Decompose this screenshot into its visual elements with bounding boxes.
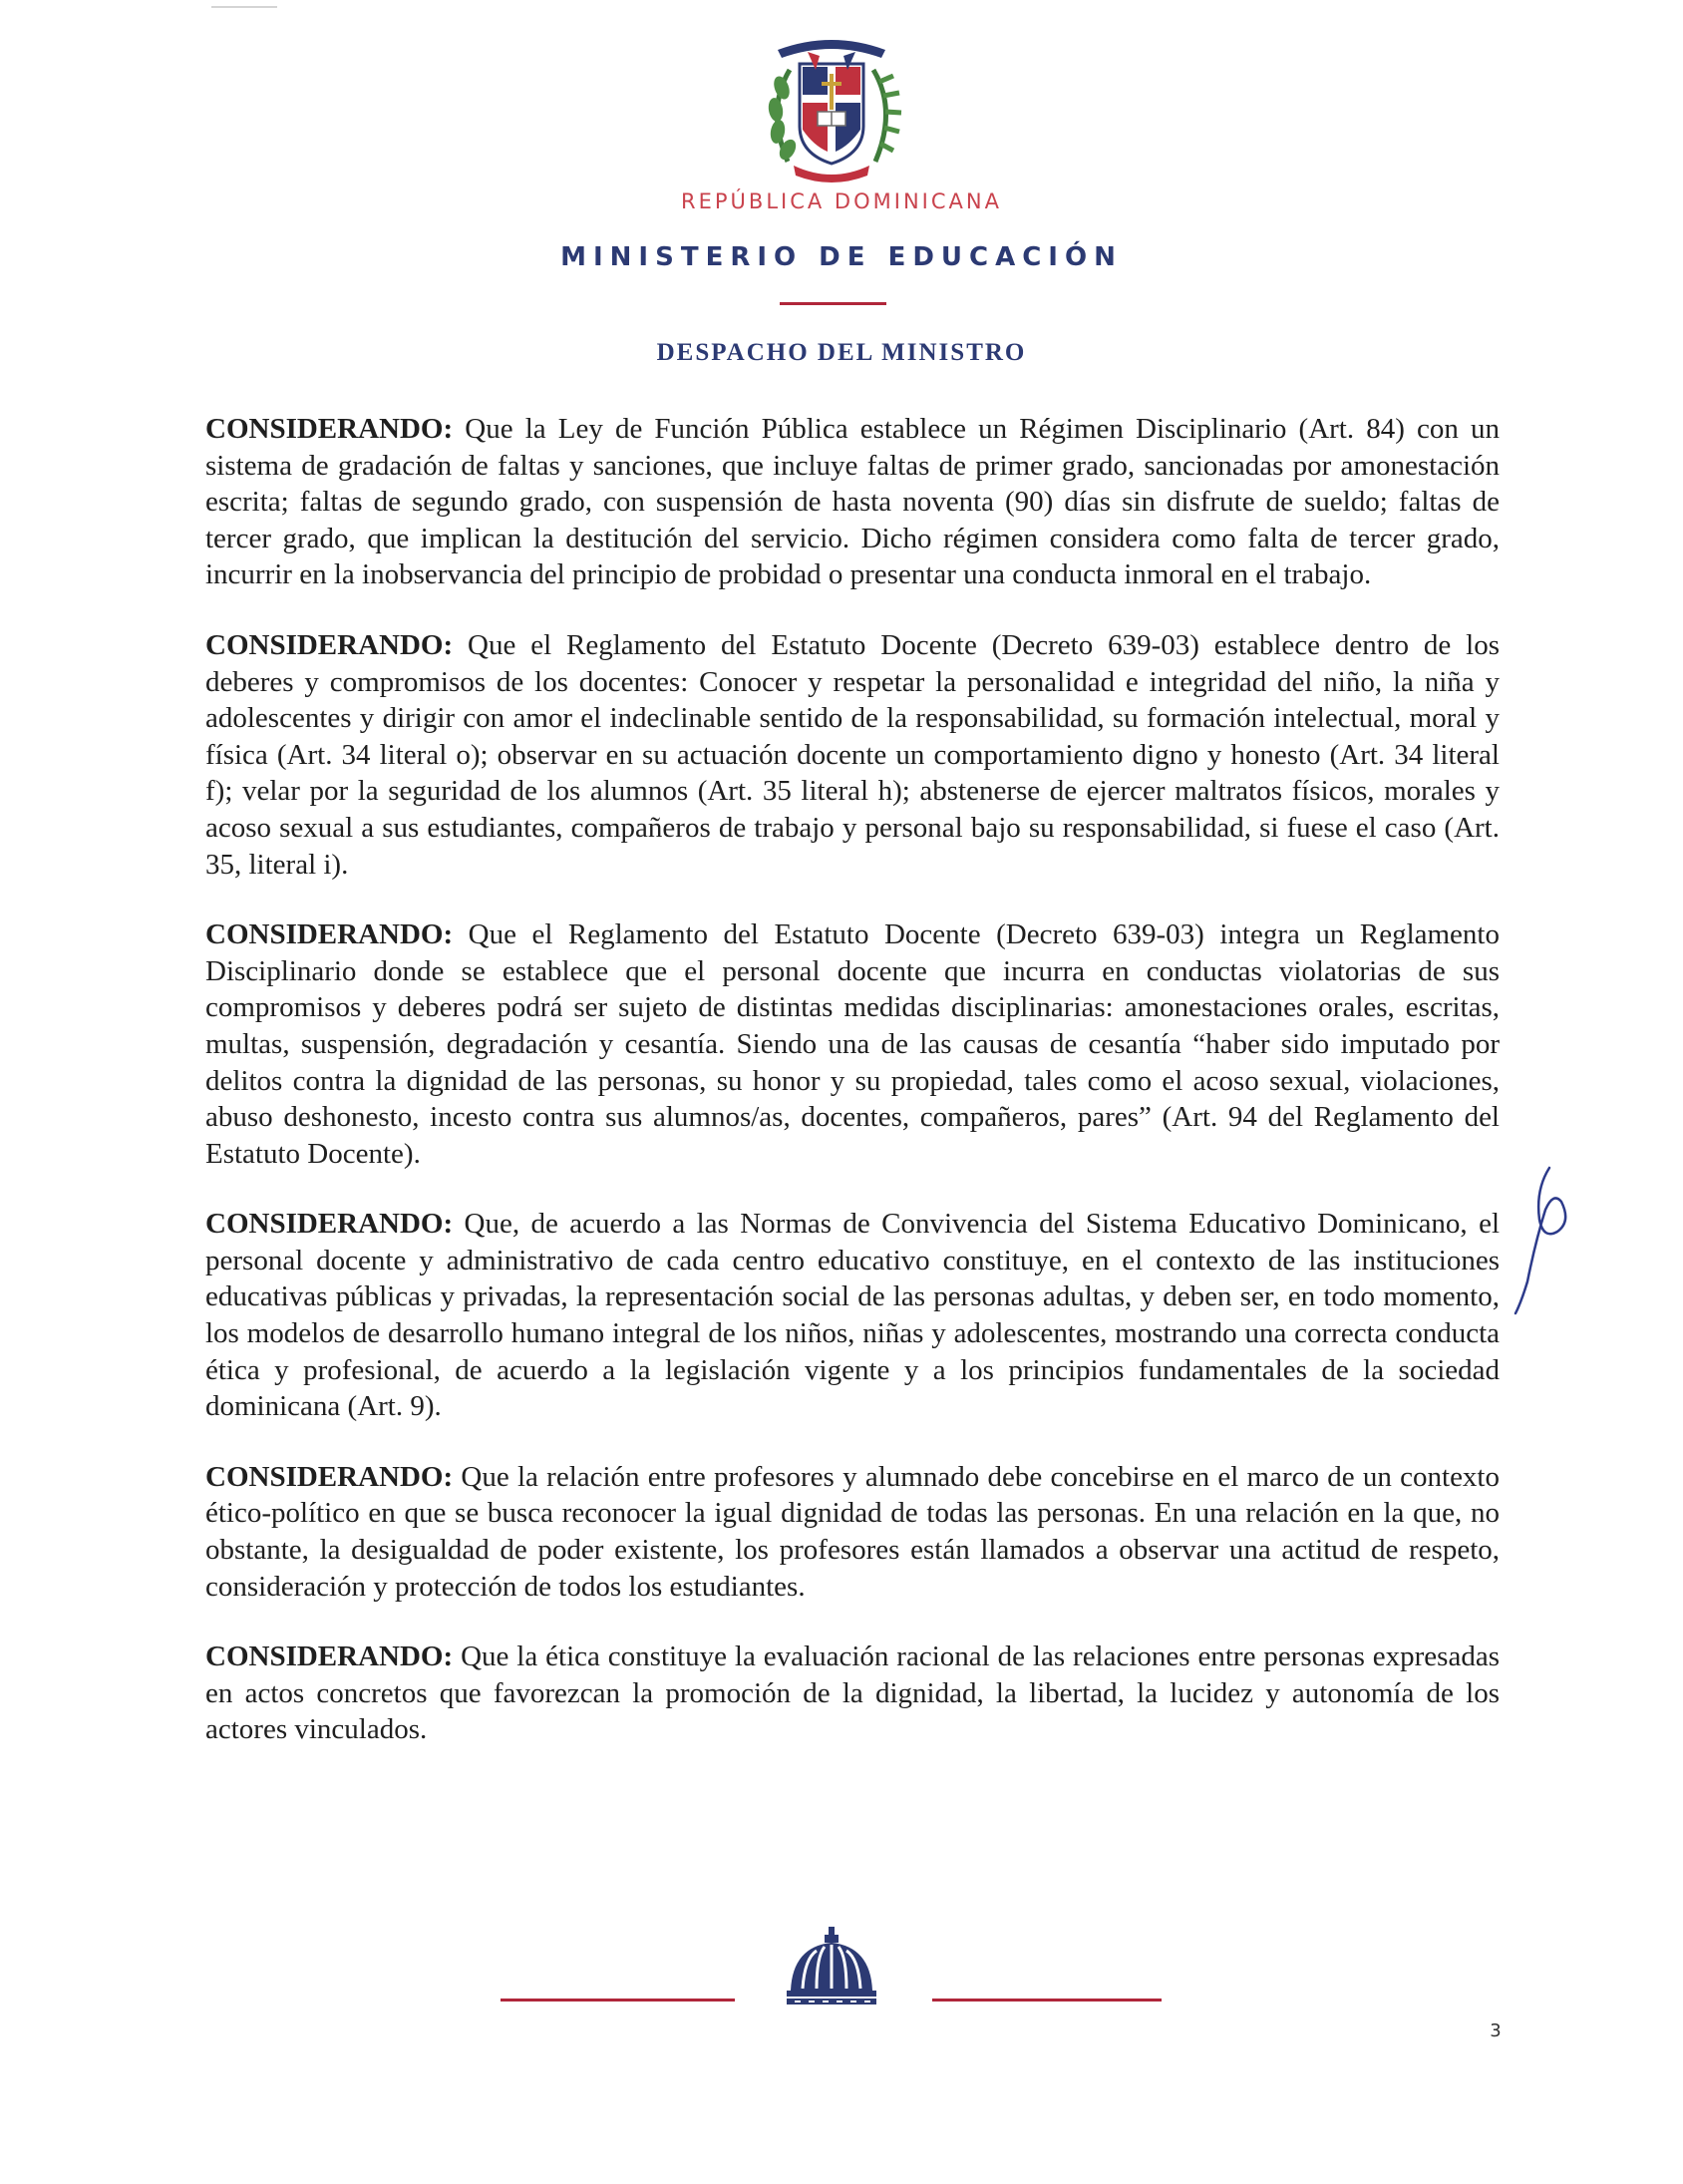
dome-icon xyxy=(787,1927,876,2008)
header-divider xyxy=(780,302,886,305)
ministry-name: MINISTERIO DE EDUCACIÓN xyxy=(560,242,1123,272)
considerando-paragraph xyxy=(205,1206,1500,1425)
paragraph-text: Que la relación entre profesores y alumnado debe concebirse en el marco de un contexto ético-político en que se busca reconocer la igual dignidad de todas las personas. En una relación en la que, no obstante, la desigualdad de poder existente, los profesores están llamados a observar una actitud de respeto, consideración y protección de todos los estudiantes. xyxy=(205,1460,1500,1603)
considerando-paragraph xyxy=(205,1459,1500,1605)
considerando-paragraph xyxy=(205,627,1500,883)
letterhead xyxy=(0,0,1683,379)
document-body xyxy=(205,411,1500,1782)
paragraph-lead: CONSIDERANDO: xyxy=(205,1640,454,1673)
considerando-paragraph xyxy=(205,411,1500,593)
page-number: 3 xyxy=(1490,2020,1502,2041)
paragraph-text: Que la ética constituye la evaluación racional de las relaciones entre personas expresadas en actos concretos que favorezcan la promoción de la dignidad, la libertad, la lucidez y autonomía de los actores vinculados. xyxy=(205,1640,1500,1746)
paragraph-text: Que, de acuerdo a las Normas de Convivencia del Sistema Educativo Dominicano, el personal docente y administrativo de cada centro educativo constituye, en el contexto de las instituciones educativas públicas y privadas, la representación social de las personas adultas, y deben ser, en todo momento, los modelos de desarrollo humano integral de los niños, niñas y adolescentes, mostrando una correcta conducta ética y profesional, de acuerdo a la legislación vigente y a los principios fundamentales de la sociedad dominicana (Art. 9). xyxy=(205,1208,1500,1423)
paragraph-text: Que la Ley de Función Pública establece un Régimen Disciplinario (Art. 84) con un sistema de gradación de faltas y sanciones, que incluye faltas de primer grado, sancionadas por amonestación escrita; faltas de segundo grado, con suspensión de hasta noventa (90) días sin disfrute de sueldo; faltas de tercer grado, que implican la destitución del servicio. Dicho régimen considera como falta de tercer grado, incurrir en la inobservancia del principio de probidad o presentar una conducta inmoral en el trabajo. xyxy=(205,413,1500,591)
office-name: DESPACHO DEL MINISTRO xyxy=(656,339,1027,366)
paragraph-text: Que el Reglamento del Estatuto Docente (Decreto 639-03) integra un Reglamento Disciplinario donde se establece que el personal docente que incurra en conductas violatorias de sus compromisos y deberes podrá ser sujeto de distintas medidas disciplinarias: amonestaciones orales, escritas, multas, suspensión, degradación y cesantía. Siendo una de las causas de cesantía “haber sido imputado por delitos contra la dignidad de las personas, su honor y su propiedad, tales como el acoso sexual, violaciones, abuso deshonesto, incesto contra sus alumnos/as, docentes, compañeros, pares” (Art. 94 del Reglamento del Estatuto Docente). xyxy=(205,918,1500,1170)
paragraph-lead: CONSIDERANDO: xyxy=(205,918,454,951)
republic-name: REPÚBLICA DOMINICANA xyxy=(681,189,1002,213)
footer-divider-right xyxy=(932,1999,1162,2002)
paragraph-text: Que el Reglamento del Estatuto Docente (Decreto 639-03) establece dentro de los deberes y compromisos de los docentes: Conocer y respetar la personalidad e integridad del niño, la niña y adolescentes y dirigir con amor el indeclinable sentido de la responsabilidad, su formación intelectual, moral y física (Art. 34 literal o); observar en su actuación docente un comportamiento digno y honesto (Art. 34 literal f); velar por la seguridad de los alumnos (Art. 35 literal h); abstenerse de ejercer maltratos físicos, morales y acoso sexual a sus estudiantes, compañeros de trabajo y personal bajo su responsabilidad, si fuese el caso (Art. 35, literal i). xyxy=(205,628,1500,881)
paragraph-lead: CONSIDERANDO: xyxy=(205,413,454,445)
footer-divider-left xyxy=(501,1999,735,2002)
considerando-paragraph xyxy=(205,916,1500,1172)
coat-of-arms-icon xyxy=(756,30,907,184)
paragraph-lead: CONSIDERANDO: xyxy=(205,1460,454,1493)
initials-signature xyxy=(1506,1162,1585,1321)
paragraph-lead: CONSIDERANDO: xyxy=(205,628,454,661)
considerando-paragraph xyxy=(205,1638,1500,1748)
paragraph-lead: CONSIDERANDO: xyxy=(205,1208,454,1241)
